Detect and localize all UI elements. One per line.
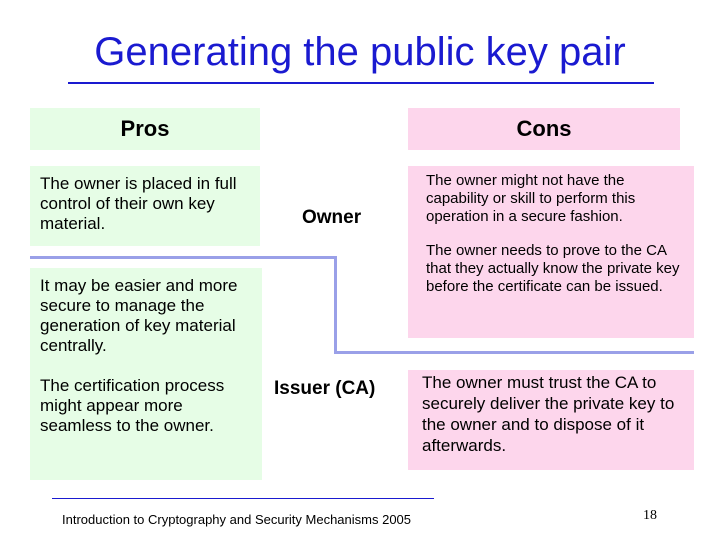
pros-item-2-3-panel <box>30 268 262 480</box>
page-number: 18 <box>643 508 657 523</box>
divider-vertical <box>334 256 337 354</box>
divider-right-horizontal <box>334 351 694 354</box>
title-underline <box>68 82 654 84</box>
pros-header: Pros <box>30 108 260 150</box>
cons-item-1: The owner might not have the capability or skill to perform this operation in a secure fashion. <box>426 172 636 225</box>
divider-left-horizontal <box>30 256 336 259</box>
owner-label: Owner <box>302 207 362 228</box>
pros-item-1: The owner is placed in full control of their own key material. <box>30 166 260 246</box>
cons-item-2: The owner needs to prove to the CA that they actually know the private key before the certificate can be issued. <box>426 242 680 295</box>
cons-panel-owner <box>408 166 694 338</box>
cons-header: Cons <box>408 108 680 150</box>
footer-text: Introduction to Cryptography and Security Mechanisms 2005 <box>62 512 412 527</box>
issuer-label: Issuer (CA) <box>274 378 376 399</box>
cons-item-3: The owner must trust the CA to securely deliver the private key to the owner and to dispose of it afterwards. <box>408 370 694 470</box>
pros-item-3: The certification process might appear more seamless to the owner. <box>40 376 225 435</box>
slide-title: Generating the public key pair <box>94 30 626 74</box>
pros-item-2: It may be easier and more secure to manage the generation of key material centrally. <box>40 276 238 355</box>
footer-rule <box>52 498 434 499</box>
